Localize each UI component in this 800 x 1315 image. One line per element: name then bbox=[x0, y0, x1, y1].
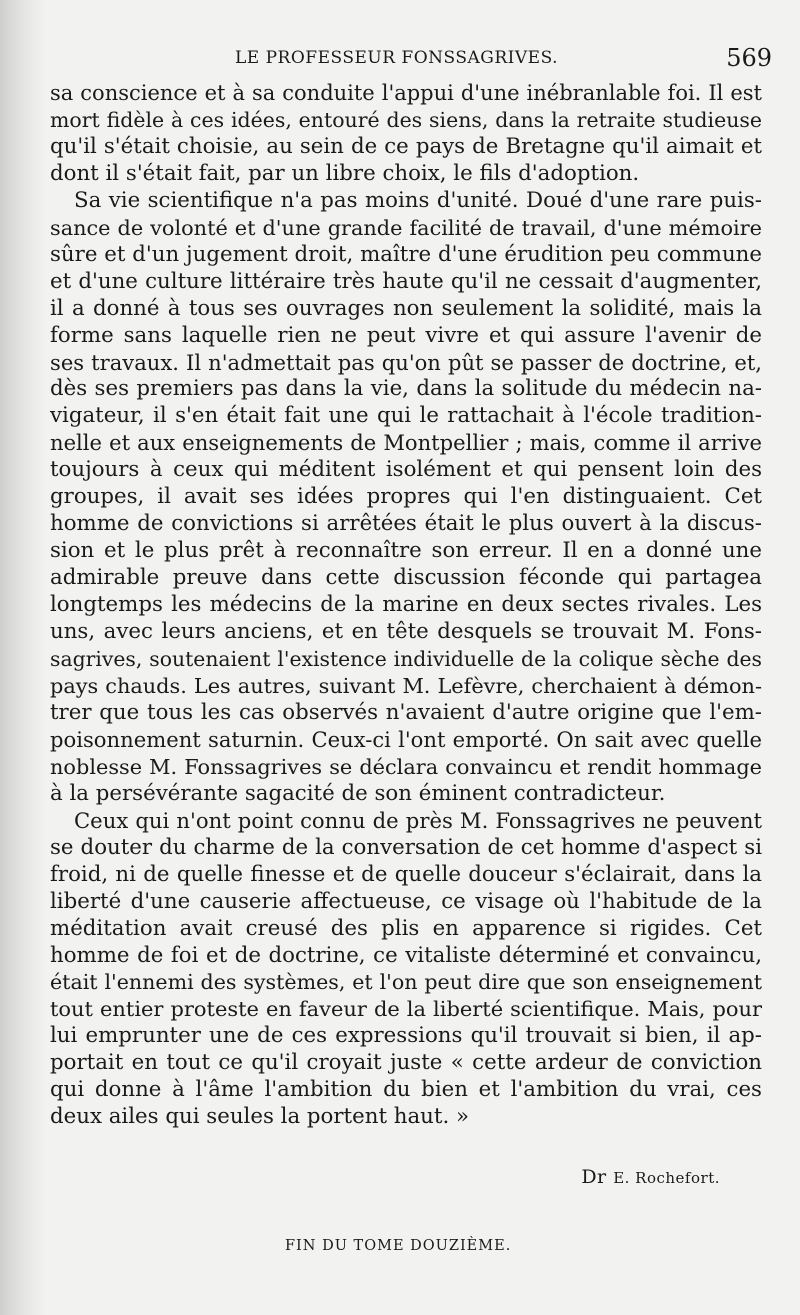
text-line: toujours à ceux qui méditent isolément et qui pensent loin des bbox=[50, 457, 762, 483]
text-line: liberté d'une causerie affectueuse, ce visage où l'habitude de la bbox=[50, 888, 762, 914]
text-line: à la persévérante sagacité de son éminent contradicteur. bbox=[50, 780, 666, 806]
text-line: homme de convictions si arrêtées était le plus ouvert à la discus- bbox=[50, 511, 762, 537]
text-line: Sa vie scientifique n'a pas moins d'unité. Doué d'une rare puis- bbox=[74, 187, 762, 213]
text-line: il a donné à tous ses ouvrages non seulement la solidité, mais la bbox=[50, 295, 762, 321]
text-line: deux ailes qui seules la portent haut. » bbox=[50, 1104, 470, 1130]
article-body bbox=[50, 80, 762, 1131]
text-line: mort fidèle à ces idées, entouré des siens, dans la retraite studieuse bbox=[50, 107, 762, 132]
text-line: pays chauds. Les autres, suivant M. Lefèvre, cherchaient à démon- bbox=[50, 673, 762, 698]
text-line: ses travaux. Il n'admettait pas qu'on pût se passer de doctrine, et, bbox=[50, 349, 762, 375]
text-line: admirable preuve dans cette discussion féconde qui partagea bbox=[50, 565, 762, 591]
text-line: groupes, il avait ses idées propres qui l'en distinguaient. Cet bbox=[50, 484, 762, 510]
page-number: 569 bbox=[726, 44, 772, 72]
text-line: uns, avec leurs anciens, et en tête desquels se trouvait M. Fons- bbox=[50, 619, 762, 645]
text-line: lui emprunter une de ces expressions qu'il trouvait si bien, il ap- bbox=[50, 1023, 762, 1049]
signature-name: E. Rochefort. bbox=[613, 1169, 720, 1187]
text-line: froid, ni de quelle finesse et de quelle douceur s'éclairait, dans la bbox=[50, 861, 762, 887]
text-line: et d'une culture littéraire très haute qu'il ne cessait d'augmenter, bbox=[50, 268, 762, 294]
text-line: se douter du charme de la conversation de cet homme d'aspect si bbox=[50, 834, 762, 860]
text-line: tout entier proteste en faveur de la liberté scientifique. Mais, pour bbox=[50, 997, 762, 1022]
page-header bbox=[50, 44, 772, 76]
signature-prefix: Dr bbox=[581, 1166, 607, 1188]
text-line: qui donne à l'âme l'ambition du bien et l'ambition du vrai, ces bbox=[50, 1077, 762, 1103]
page-gutter-shadow bbox=[0, 0, 46, 1315]
text-line: méditation avait creusé des plis en apparence si rigides. Cet bbox=[50, 915, 762, 941]
running-title: LE PROFESSEUR FONSSAGRIVES. bbox=[235, 48, 559, 68]
text-line: homme de foi et de doctrine, ce vitaliste déterminé et convaincu, bbox=[50, 942, 762, 968]
text-line: vigateur, il s'en était fait une qui le rattachait à l'école tradition- bbox=[50, 403, 762, 429]
text-line: sion et le plus prêt à reconnaître son erreur. Il en a donné une bbox=[50, 538, 762, 564]
text-line: sa conscience et à sa conduite l'appui d'une inébranlable foi. Il est bbox=[50, 81, 762, 105]
text-line: longtemps les médecins de la marine en deux sectes rivales. Les bbox=[50, 592, 762, 618]
text-line: Ceux qui n'ont point connu de près M. Fonssagrives ne peuvent bbox=[74, 807, 762, 833]
text-line: forme sans laquelle rien ne peut vivre et qui assure l'avenir de bbox=[50, 322, 762, 348]
text-line: dont il s'était fait, par un libre choix, le fils d'adoption. bbox=[50, 160, 640, 186]
text-line: noblesse M. Fonssagrives se déclara convaincu et rendit hommage bbox=[50, 754, 762, 779]
text-line: portait en tout ce qu'il croyait juste « cette ardeur de conviction bbox=[50, 1050, 762, 1076]
text-line: qu'il s'était choisie, au sein de ce pays de Bretagne qu'il aimait et bbox=[50, 133, 762, 159]
text-line: dès ses premiers pas dans la vie, dans la solitude du médecin na- bbox=[50, 376, 762, 402]
text-line: nelle et aux enseignements de Montpellier ; mais, comme il arrive bbox=[50, 430, 762, 456]
author-signature bbox=[581, 1166, 720, 1188]
text-line: sûre et d'un jugement droit, maître d'une érudition peu commune bbox=[50, 241, 762, 267]
text-line: poisonnement saturnin. Ceux-ci l'ont emporté. On sait avec quelle bbox=[50, 726, 762, 752]
volume-end-note: FIN DU TOME DOUZIÈME. bbox=[285, 1238, 512, 1254]
text-line: était l'ennemi des systèmes, et l'on peut dire que son enseignement bbox=[50, 970, 762, 995]
text-line: sagrives, soutenaient l'existence individuelle de la colique sèche des bbox=[50, 647, 762, 672]
text-line: sance de volonté et d'une grande facilité de travail, d'une mémoire bbox=[50, 215, 762, 240]
text-line: trer que tous les cas observés n'avaient d'autre origine que l'em- bbox=[50, 699, 762, 725]
